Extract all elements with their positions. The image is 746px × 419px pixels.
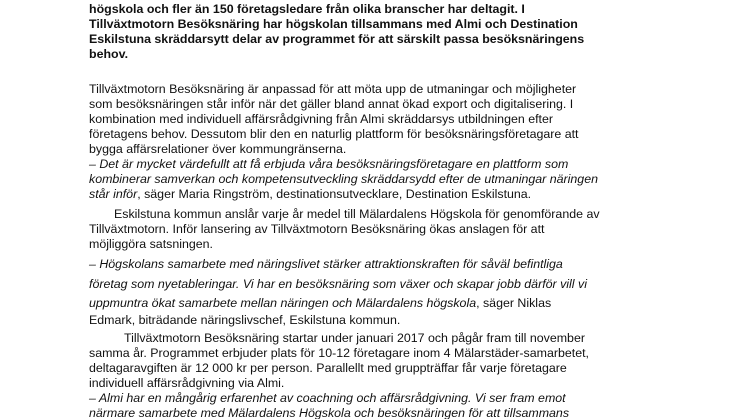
body-line-3: kombination med individuell affärsrådgivning från Almi skräddarsys utbildningen efter <box>89 112 553 126</box>
body-line-1: Tillväxtmotorn Besöksnäring är anpassad för att möta upp de utmaningar och möjligheter <box>89 82 577 96</box>
lead-line-4: behov. <box>89 47 129 61</box>
quote3-line-1: – Almi har en mångårig erfarenhet av coachning och affärsrådgivning. Vi ser fram emot <box>89 391 566 405</box>
body-line-7: Tillväxtmotorn. Inför lansering av Tillväxtmotorn Besöksnäring ökas anslagen för att <box>89 222 545 236</box>
body-line-10: Tillväxtmotorn Besöksnäring startar under januari 2017 och pågår fram till november <box>124 331 585 345</box>
body-line-13: individuell affärsrådgivning via Almi. <box>89 376 285 390</box>
quote2-attribution-line <box>89 296 551 311</box>
body-line-2: som besöksnäringen står inför när det gäller bland annat ökad export och digitalisering. I <box>89 97 574 111</box>
body-line-11: samma år. Programmet erbjuder plats för 10-12 företagare inom 4 Mälarstäder-samarbetet, <box>89 346 589 360</box>
quote2-line-1: – Högskolans samarbete med näringslivet stärker attraktionskraften för såväl befintliga <box>89 257 563 271</box>
lead-line-1: högskola och fler än 150 företagsledare från olika branscher har deltagit. I <box>89 2 525 16</box>
quote2-line-2: företag som nyetableringar. Vi har en besöksnäring som växer och skapar jobb därför vill vi <box>89 277 587 291</box>
body-line-9: Edmark, biträdande näringslivschef, Eskilstuna kommun. <box>89 313 401 327</box>
quote2-line-3: uppmuntra ökat samarbete mellan näringen och Mälardalens högskola <box>89 296 477 310</box>
lead-line-2: Tillväxtmotorn Besöksnäring har högskolan tillsammans med Almi och Destination <box>89 17 578 31</box>
lead-line-3: Eskilstuna skräddarsytt delar av programmet för att särskilt passa besöksnäringens <box>89 32 585 46</box>
body-line-5: bygga affärsrelationer över kommungränserna. <box>89 142 347 156</box>
quote-line-1: – Det är mycket värdefullt att få erbjuda våra besöksnäringsföretagare en plattform som <box>89 157 569 171</box>
body-line-6: Eskilstuna kommun anslår varje år medel till Mälardalens Högskola för genomförande av <box>114 207 600 221</box>
quote3-line-2: närmare samarbete med Mälardalens Högskola och besöksnäringen för att tillsammans <box>89 406 570 419</box>
body-line-8: möjliggöra satsningen. <box>89 237 213 251</box>
attribution-ringstrom: , säger Maria Ringström, destinationsutvecklare, Destination Eskilstuna. <box>137 187 532 201</box>
body-line-12: deltagaravgiften är 12 000 kr per person. Parallellt med gruppträffar får varje företagare <box>89 361 567 375</box>
quote-attribution-line <box>89 187 531 202</box>
body-line-4: företagens behov. Dessutom blir den en naturlig plattform för besöksnäringsföretagare att <box>89 127 579 141</box>
attribution-edmark: , säger Niklas <box>476 296 552 310</box>
quote-line-3: står inför <box>89 187 138 201</box>
quote-line-2: kombinerar samverkan och kompetensutveckling skräddarsydd efter de utmaningar näringen <box>89 172 598 186</box>
